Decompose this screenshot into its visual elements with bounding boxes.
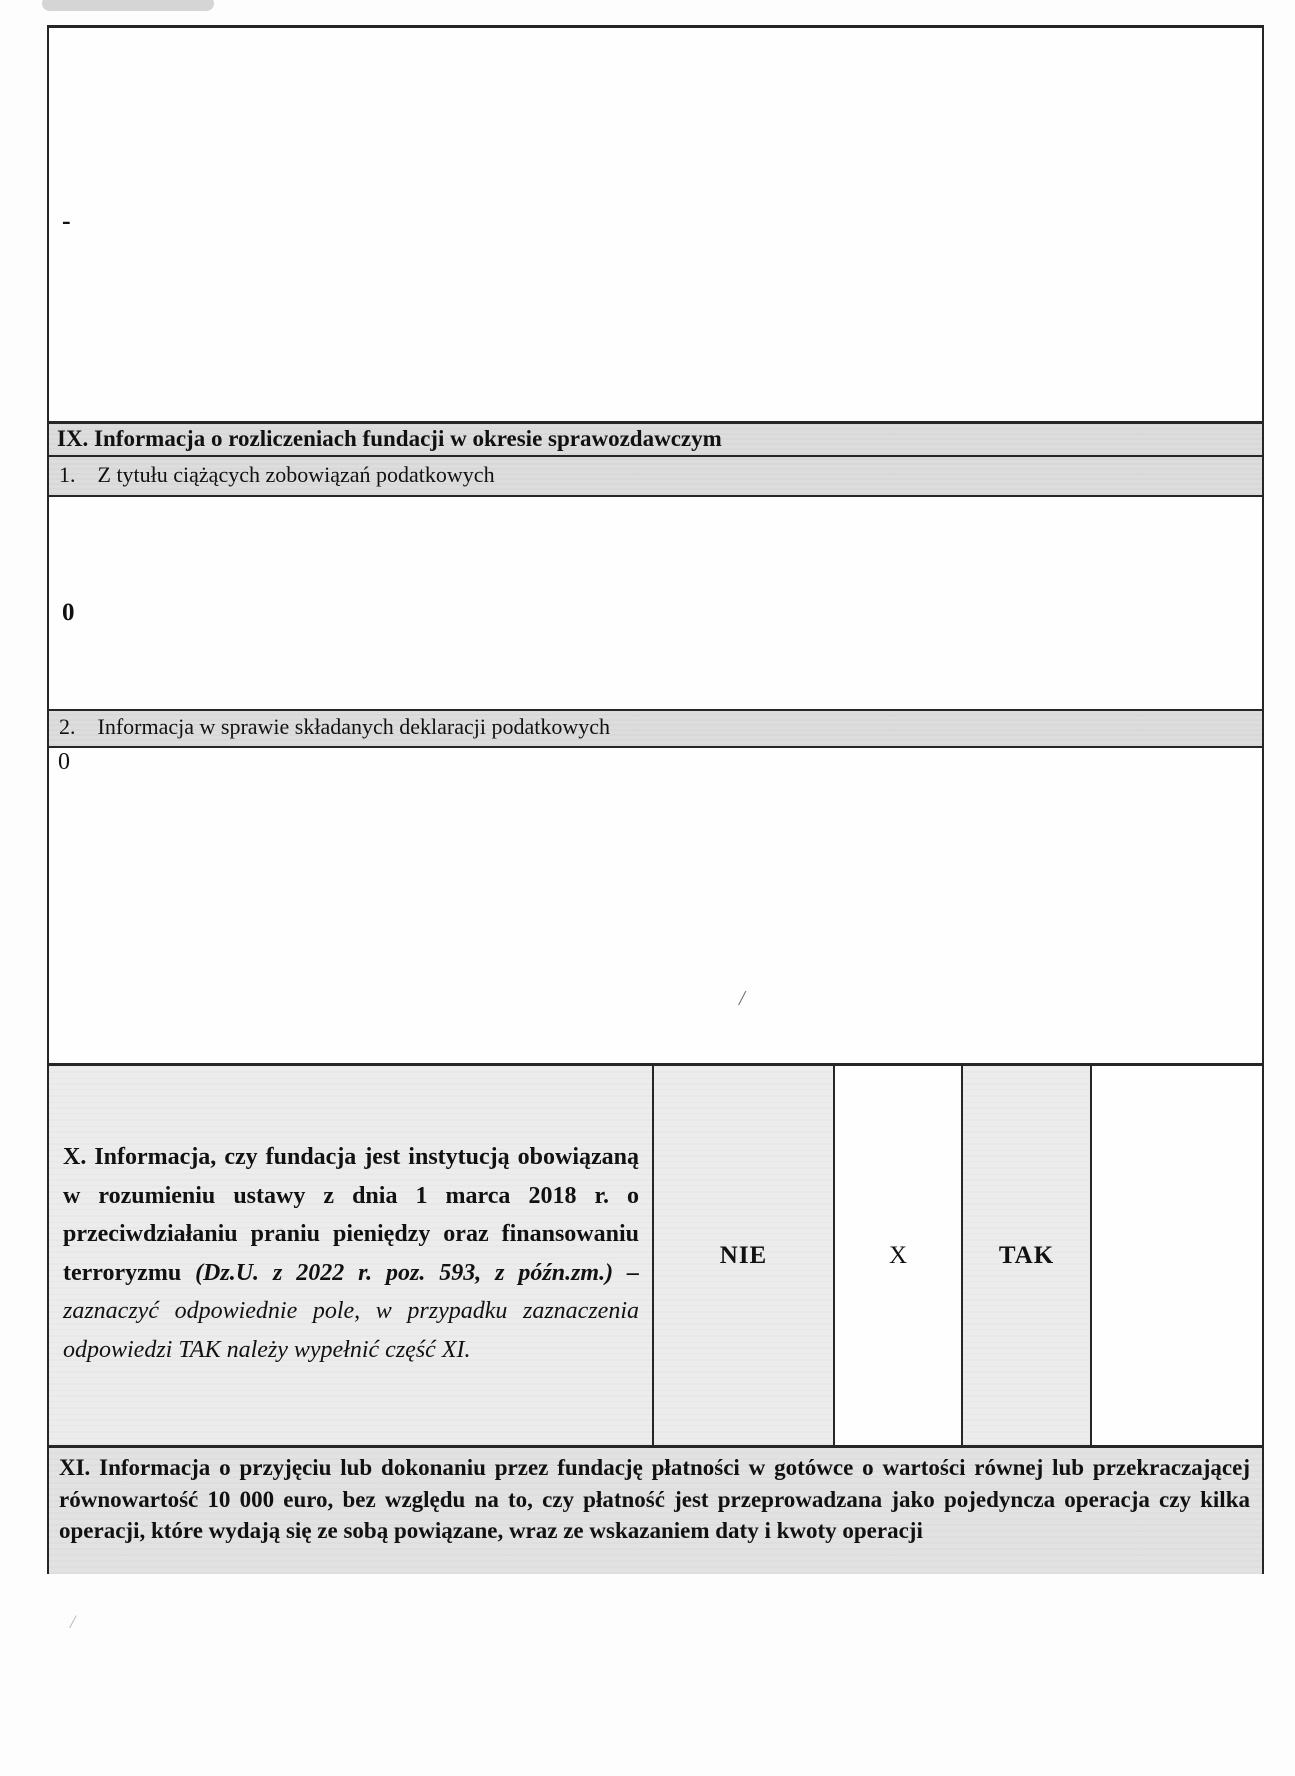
scan-corner-tab bbox=[42, 0, 214, 11]
section-x-text-separator: – bbox=[613, 1259, 639, 1286]
section-x-row bbox=[49, 1063, 1262, 1445]
item1-value: 0 bbox=[62, 599, 75, 626]
item2-value: 0 bbox=[58, 749, 70, 775]
answer-cell-selected-mark bbox=[833, 1066, 961, 1445]
x-mark: X bbox=[888, 1241, 908, 1269]
scan-dash-mark: - bbox=[62, 206, 71, 235]
section-x-question bbox=[49, 1066, 652, 1445]
section-xi-header: XI. Informacja o przyjęciu lub dokonaniu przez fundację płatności w gotówce o wartości równej lub przekraczającej równowartość 10 000 euro, bez względu na to, czy płatność jest przeprowadzana jako pojedyncza operacja czy kilka operacji, które wydają się ze sobą powiązane, wraz ze wskazaniem daty i kwoty operacji bbox=[49, 1445, 1262, 1574]
answer-cell-empty bbox=[1090, 1066, 1262, 1445]
scan-slash-bottom-artifact: / bbox=[70, 1612, 76, 1633]
answer-cell-nie bbox=[652, 1066, 833, 1445]
form-table bbox=[47, 25, 1264, 1574]
section-ix-item2-value-box bbox=[49, 746, 1262, 1063]
item1-label: Z tytułu ciążących zobowiązań podatkowych bbox=[97, 462, 495, 487]
item2-number: 2. bbox=[59, 714, 76, 739]
section-x-text-legal-ref: (Dz.U. z 2022 r. poz. 593, z późn.zm.) bbox=[195, 1259, 614, 1286]
empty-continuation-box bbox=[49, 28, 1262, 421]
section-ix-item1-row bbox=[49, 455, 1262, 495]
section-ix-item1-value-box bbox=[49, 495, 1262, 709]
scan-slash-artifact: / bbox=[739, 986, 745, 1010]
section-x-text-bold: X. Informacja, czy fundacja jest instytucją obowiązaną w rozumieniu ustawy z dnia 1 marca 2018 r. o przeciwdziałaniu praniu pieniędzy oraz finansowaniu terroryzmu bbox=[63, 1144, 639, 1286]
section-ix-header: IX. Informacja o rozliczeniach fundacji w okresie sprawozdawczym bbox=[49, 421, 1262, 455]
section-ix-item2-row bbox=[49, 709, 1262, 746]
tak-label: TAK bbox=[998, 1241, 1055, 1269]
item2-label: Informacja w sprawie składanych deklaracji podatkowych bbox=[97, 714, 611, 739]
nie-label: NIE bbox=[719, 1241, 768, 1269]
section-x-text-instruction: zaznaczyć odpowiednie pole, w przypadku zaznaczenia odpowiedzi TAK należy wypełnić część XI. bbox=[63, 1298, 639, 1363]
item1-number: 1. bbox=[59, 462, 76, 487]
answer-cell-tak bbox=[961, 1066, 1090, 1445]
